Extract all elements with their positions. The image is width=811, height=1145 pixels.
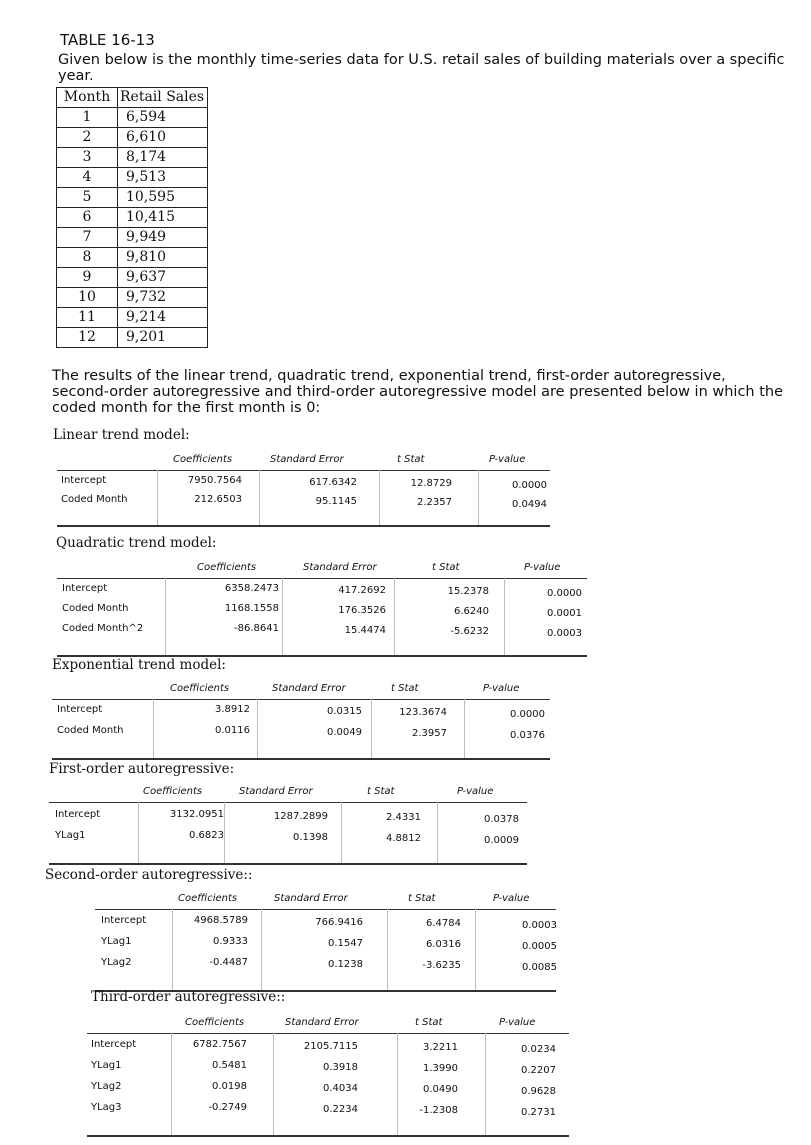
table-row <box>57 208 208 228</box>
t-stat-value: -3.6235 <box>422 960 461 971</box>
standard-error-value: 0.0315 <box>327 705 362 717</box>
retail-sales-cell: 9,949 <box>118 228 208 248</box>
column-divider <box>478 470 479 525</box>
model-label: Third-order autoregressive:: <box>91 989 286 1005</box>
p-value-value: 0.2731 <box>521 1106 556 1118</box>
month-cell: 11 <box>57 308 118 328</box>
month-cell: 8 <box>57 248 118 268</box>
row-label: Intercept <box>61 475 107 486</box>
t-stat-value: 2.3957 <box>412 728 447 739</box>
row-label: Intercept <box>55 809 101 820</box>
table-row <box>57 128 208 148</box>
column-divider <box>259 470 260 525</box>
coefficient-value: 0.9333 <box>213 936 248 947</box>
coefficients-header: Coefficients <box>173 454 233 465</box>
row-label: YLag2 <box>91 1081 122 1092</box>
standard-error-value: 0.0049 <box>327 726 362 738</box>
model-label: Quadratic trend model: <box>56 535 217 551</box>
standard-error-value: 0.1547 <box>328 937 363 949</box>
p-value-value: 0.0000 <box>547 587 582 599</box>
row-label: YLag2 <box>101 957 132 968</box>
t-stat-header: t Stat <box>397 454 425 465</box>
t-stat-value: 1.3990 <box>423 1063 458 1074</box>
model-label: Exponential trend model: <box>52 657 226 673</box>
table-row <box>57 328 208 348</box>
retail-sales-cell: 9,513 <box>118 168 208 188</box>
retail-sales-cell: 10,595 <box>118 188 208 208</box>
sales-table <box>56 87 208 348</box>
p-value-header: P-value <box>524 562 561 573</box>
row-label: Intercept <box>62 583 108 594</box>
bottom-rule <box>57 525 550 527</box>
p-value-value: 0.0003 <box>547 627 582 639</box>
t-stat-header: t Stat <box>367 786 395 797</box>
month-header: Month <box>57 88 118 108</box>
t-stat-value: -1.2308 <box>419 1105 458 1116</box>
model-label: Linear trend model: <box>53 427 190 443</box>
standard-error-header: Standard Error <box>272 683 346 694</box>
p-value-header: P-value <box>489 454 526 465</box>
t-stat-value: 6.4784 <box>426 918 461 929</box>
coefficient-value: -0.4487 <box>209 957 248 968</box>
month-cell: 2 <box>57 128 118 148</box>
p-value-value: 0.0001 <box>547 607 582 619</box>
retail-sales-cell: 8,174 <box>118 148 208 168</box>
p-value-header: P-value <box>457 786 494 797</box>
p-value-header: P-value <box>493 893 530 904</box>
p-value-header: P-value <box>499 1017 536 1028</box>
table-row <box>57 108 208 128</box>
p-value-value: 0.0000 <box>510 708 545 720</box>
table-title: TABLE 16-13 <box>60 31 155 49</box>
standard-error-value: 0.2234 <box>323 1103 358 1115</box>
coefficient-value: 3.8912 <box>215 704 250 715</box>
standard-error-value: 617.6342 <box>309 476 357 488</box>
table-row <box>57 168 208 188</box>
standard-error-header: Standard Error <box>270 454 344 465</box>
bottom-rule <box>87 1135 569 1137</box>
t-stat-header: t Stat <box>408 893 436 904</box>
month-cell: 10 <box>57 288 118 308</box>
p-value-value: 0.9628 <box>521 1085 556 1097</box>
p-value-value: 0.2207 <box>521 1064 556 1076</box>
coefficient-value: 7950.7564 <box>187 475 242 486</box>
p-value-value: 0.0378 <box>484 813 519 825</box>
table-row <box>57 308 208 328</box>
regression-table <box>52 681 550 760</box>
coefficient-value: 0.0116 <box>215 725 250 736</box>
standard-error-value: 0.3918 <box>323 1061 358 1073</box>
month-cell: 4 <box>57 168 118 188</box>
retail-sales-cell: 9,732 <box>118 288 208 308</box>
coefficient-value: 0.0198 <box>212 1081 247 1092</box>
coefficient-value: -86.8641 <box>234 623 279 634</box>
month-cell: 9 <box>57 268 118 288</box>
t-stat-header: t Stat <box>432 562 460 573</box>
coefficient-value: 1168.1558 <box>224 603 279 614</box>
p-value-header: P-value <box>483 683 520 694</box>
results-text: The results of the linear trend, quadratic trend, exponential trend, first-order autoregressive, second-order autoregressive and third-order autoregressive model are presented below in which the coded month for the first month is 0: <box>52 368 784 416</box>
t-stat-value: 0.0490 <box>423 1084 458 1095</box>
p-value-value: 0.0085 <box>522 961 557 973</box>
p-value-value: 0.0009 <box>484 834 519 846</box>
row-label: Coded Month <box>61 494 128 505</box>
regression-table <box>87 1015 569 1137</box>
table-row <box>57 288 208 308</box>
t-stat-value: 2.2357 <box>417 497 452 508</box>
t-stat-value: 3.2211 <box>423 1042 458 1053</box>
row-label: Coded Month <box>57 725 124 736</box>
t-stat-value: -5.6232 <box>450 626 489 637</box>
month-cell: 6 <box>57 208 118 228</box>
retail-sales-cell: 9,637 <box>118 268 208 288</box>
table-row <box>57 228 208 248</box>
standard-error-value: 15.4474 <box>344 624 386 636</box>
standard-error-value: 176.3526 <box>338 604 386 616</box>
column-divider <box>394 578 395 655</box>
coefficients-header: Coefficients <box>143 786 203 797</box>
retail-sales-cell: 10,415 <box>118 208 208 228</box>
table-row <box>57 188 208 208</box>
t-stat-value: 123.3674 <box>399 707 447 718</box>
column-divider <box>153 699 154 758</box>
t-stat-value: 2.4331 <box>386 812 421 823</box>
column-divider <box>282 578 283 655</box>
retail-sales-cell: 9,214 <box>118 308 208 328</box>
standard-error-header: Standard Error <box>274 893 348 904</box>
p-value-value: 0.0003 <box>522 919 557 931</box>
retail-sales-cell: 9,810 <box>118 248 208 268</box>
coefficient-value: 0.5481 <box>212 1060 247 1071</box>
model-label: Second-order autoregressive:: <box>45 867 253 883</box>
retail-sales-cell: 6,610 <box>118 128 208 148</box>
standard-error-value: 2105.7115 <box>303 1040 358 1052</box>
standard-error-value: 0.1238 <box>328 958 363 970</box>
regression-table <box>95 891 556 992</box>
coefficient-value: 6782.7567 <box>192 1039 247 1050</box>
month-cell: 3 <box>57 148 118 168</box>
t-stat-header: t Stat <box>391 683 419 694</box>
standard-error-value: 417.2692 <box>338 584 386 596</box>
p-value-value: 0.0376 <box>510 729 545 741</box>
column-divider <box>261 909 262 990</box>
standard-error-value: 0.1398 <box>293 831 328 843</box>
month-cell: 5 <box>57 188 118 208</box>
coefficient-value: 6358.2473 <box>224 583 279 594</box>
table-row <box>57 248 208 268</box>
row-label: YLag3 <box>91 1102 122 1113</box>
t-stat-value: 4.8812 <box>386 833 421 844</box>
coefficients-header: Coefficients <box>197 562 257 573</box>
coefficients-header: Coefficients <box>170 683 230 694</box>
retail-sales-cell: 6,594 <box>118 108 208 128</box>
retail-sales-cell: 9,201 <box>118 328 208 348</box>
table-row <box>57 148 208 168</box>
standard-error-value: 766.9416 <box>315 916 363 928</box>
bottom-rule <box>52 758 550 760</box>
month-cell: 12 <box>57 328 118 348</box>
row-label: YLag1 <box>55 830 86 841</box>
month-cell: 7 <box>57 228 118 248</box>
standard-error-header: Standard Error <box>303 562 377 573</box>
t-stat-value: 6.6240 <box>454 606 489 617</box>
row-label: Coded Month <box>62 603 129 614</box>
standard-error-header: Standard Error <box>239 786 313 797</box>
coefficient-value: 4968.5789 <box>193 915 248 926</box>
intro-text: Given below is the monthly time-series data for U.S. retail sales of building materials over a specific year. <box>58 52 785 84</box>
t-stat-header: t Stat <box>415 1017 443 1028</box>
p-value-value: 0.0000 <box>512 479 547 491</box>
column-divider <box>224 802 225 863</box>
model-label: First-order autoregressive: <box>49 761 235 777</box>
t-stat-value: 15.2378 <box>447 586 489 597</box>
regression-table <box>49 784 527 865</box>
row-label: Intercept <box>57 704 103 715</box>
column-divider <box>257 699 258 758</box>
table-row <box>57 268 208 288</box>
coefficients-header: Coefficients <box>185 1017 245 1028</box>
standard-error-value: 1287.2899 <box>273 810 328 822</box>
bottom-rule <box>49 863 527 865</box>
row-label: YLag1 <box>91 1060 122 1071</box>
t-stat-value: 12.8729 <box>410 478 452 489</box>
column-divider <box>165 578 166 655</box>
regression-table <box>57 560 587 657</box>
row-label: Coded Month^2 <box>62 623 144 634</box>
standard-error-value: 0.4034 <box>323 1082 358 1094</box>
coefficients-header: Coefficients <box>178 893 238 904</box>
coefficient-value: -0.2749 <box>208 1102 247 1113</box>
coefficient-value: 0.6823 <box>189 830 224 841</box>
month-cell: 1 <box>57 108 118 128</box>
column-divider <box>437 802 438 863</box>
row-label: Intercept <box>91 1039 137 1050</box>
standard-error-header: Standard Error <box>285 1017 359 1028</box>
p-value-value: 0.0494 <box>512 498 547 510</box>
coefficient-value: 212.6503 <box>194 494 242 505</box>
regression-table <box>57 452 550 527</box>
p-value-value: 0.0234 <box>521 1043 556 1055</box>
p-value-value: 0.0005 <box>522 940 557 952</box>
coefficient-value: 3132.0951 <box>169 809 224 820</box>
standard-error-value: 95.1145 <box>315 495 357 507</box>
row-label: Intercept <box>101 915 147 926</box>
row-label: YLag1 <box>101 936 132 947</box>
t-stat-value: 6.0316 <box>426 939 461 950</box>
retail-sales-header: Retail Sales <box>118 88 208 108</box>
